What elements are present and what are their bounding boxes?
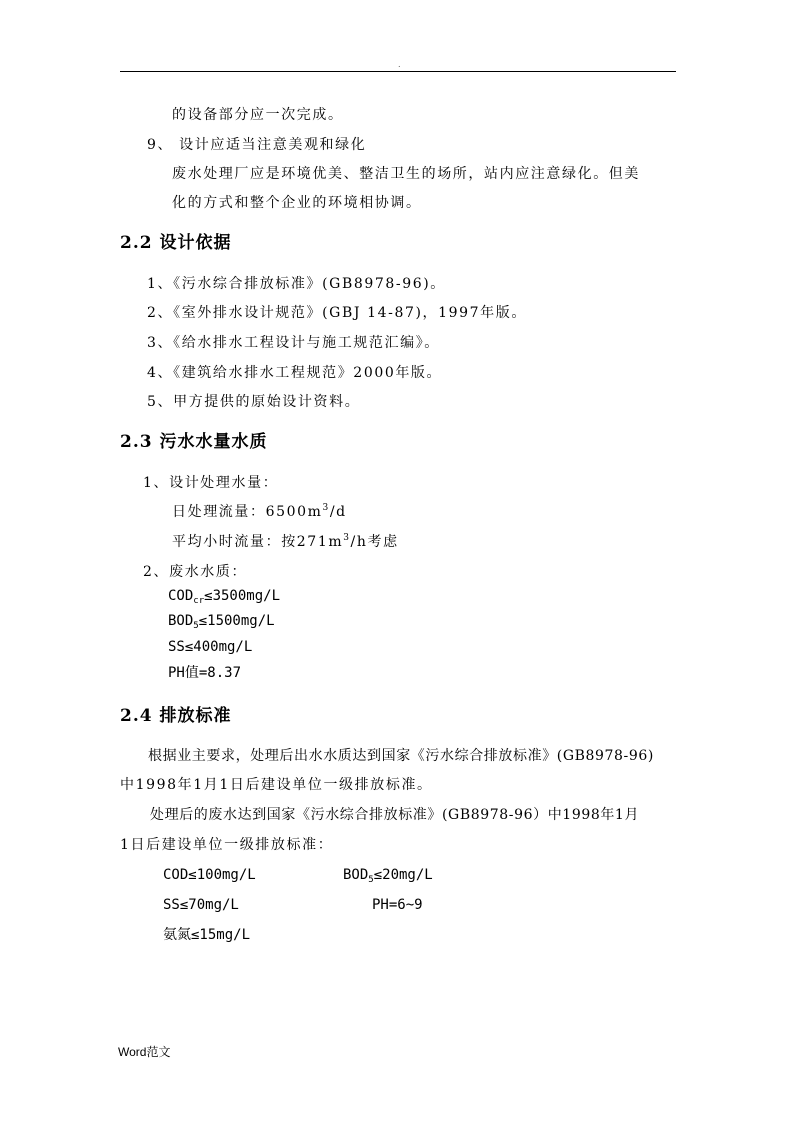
continued-line: 的设备部分应一次完成。 [172, 107, 344, 123]
water-quality-item: 2、废水水质： [143, 564, 248, 580]
standard-paragraph1-line2: 中1998年1月1日后建设单位一级排放标准。 [120, 777, 433, 793]
standard-paragraph1-line1: 根据业主要求，处理后出水水质达到国家《污水综合排放标准》(GB8978-96) [148, 748, 654, 764]
section-heading-2-3: 2.3 污水水量水质 [120, 432, 268, 452]
header-rule [120, 71, 676, 72]
bod-value: $BOD_5\le 1500mg/L$ [168, 613, 275, 631]
footer-label: Word范文 [118, 1045, 171, 1059]
water-volume-item: 1、设计处理水量： [143, 475, 279, 491]
header-mark: . [398, 60, 401, 69]
discharge-cod: COD≤100mg/L [163, 867, 256, 883]
ss-value: SS≤400mg/L [168, 639, 253, 655]
hourly-flow: 平均小时流量：按$271m^3/h$考虑 [172, 533, 399, 550]
item-9: 9、 设计应适当注意美观和绿化 [147, 137, 367, 153]
section-heading-2-4: 2.4 排放标准 [120, 706, 232, 726]
basis-item-2: 2、《室外排水设计规范》(GBJ 14-87)，1997年版。 [147, 305, 527, 321]
greening-paragraph-line2: 化的方式和整个企业的环境相协调。 [172, 195, 422, 211]
basis-item-1: 1、《污水综合排放标准》(GB8978-96)。 [147, 276, 446, 292]
standard-paragraph2-line2: 1日后建设单位一级排放标准： [120, 837, 334, 853]
discharge-ph: PH=6~9 [372, 897, 423, 913]
standard-paragraph2-line1: 处理后的废水达到国家《污水综合排放标准》(GB8978-96）中1998年1月 [150, 807, 640, 823]
basis-item-3: 3、《给水排水工程设计与施工规范汇编》。 [147, 335, 440, 351]
basis-item-4: 4、《建筑给水排水工程规范》2000年版。 [147, 365, 443, 381]
section-heading-2-2: 2.2 设计依据 [120, 233, 232, 253]
daily-flow: 日处理流量：$6500m^3/d$ [172, 503, 347, 520]
ph-value: PH值=8.37 [168, 665, 242, 681]
basis-item-5: 5、甲方提供的原始设计资料。 [147, 394, 361, 410]
discharge-ss: SS≤70mg/L [163, 897, 239, 913]
greening-paragraph-line1: 废水处理厂应是环境优美、整洁卫生的场所，站内应注意绿化。但美 [172, 166, 640, 182]
discharge-bod: $BOD_5\le 20mg/L$ [343, 867, 433, 885]
discharge-ammonia: 氨氮≤15mg/L [163, 927, 251, 943]
cod-value: $COD_{cr}\le 3500mg/L$ [168, 588, 280, 606]
